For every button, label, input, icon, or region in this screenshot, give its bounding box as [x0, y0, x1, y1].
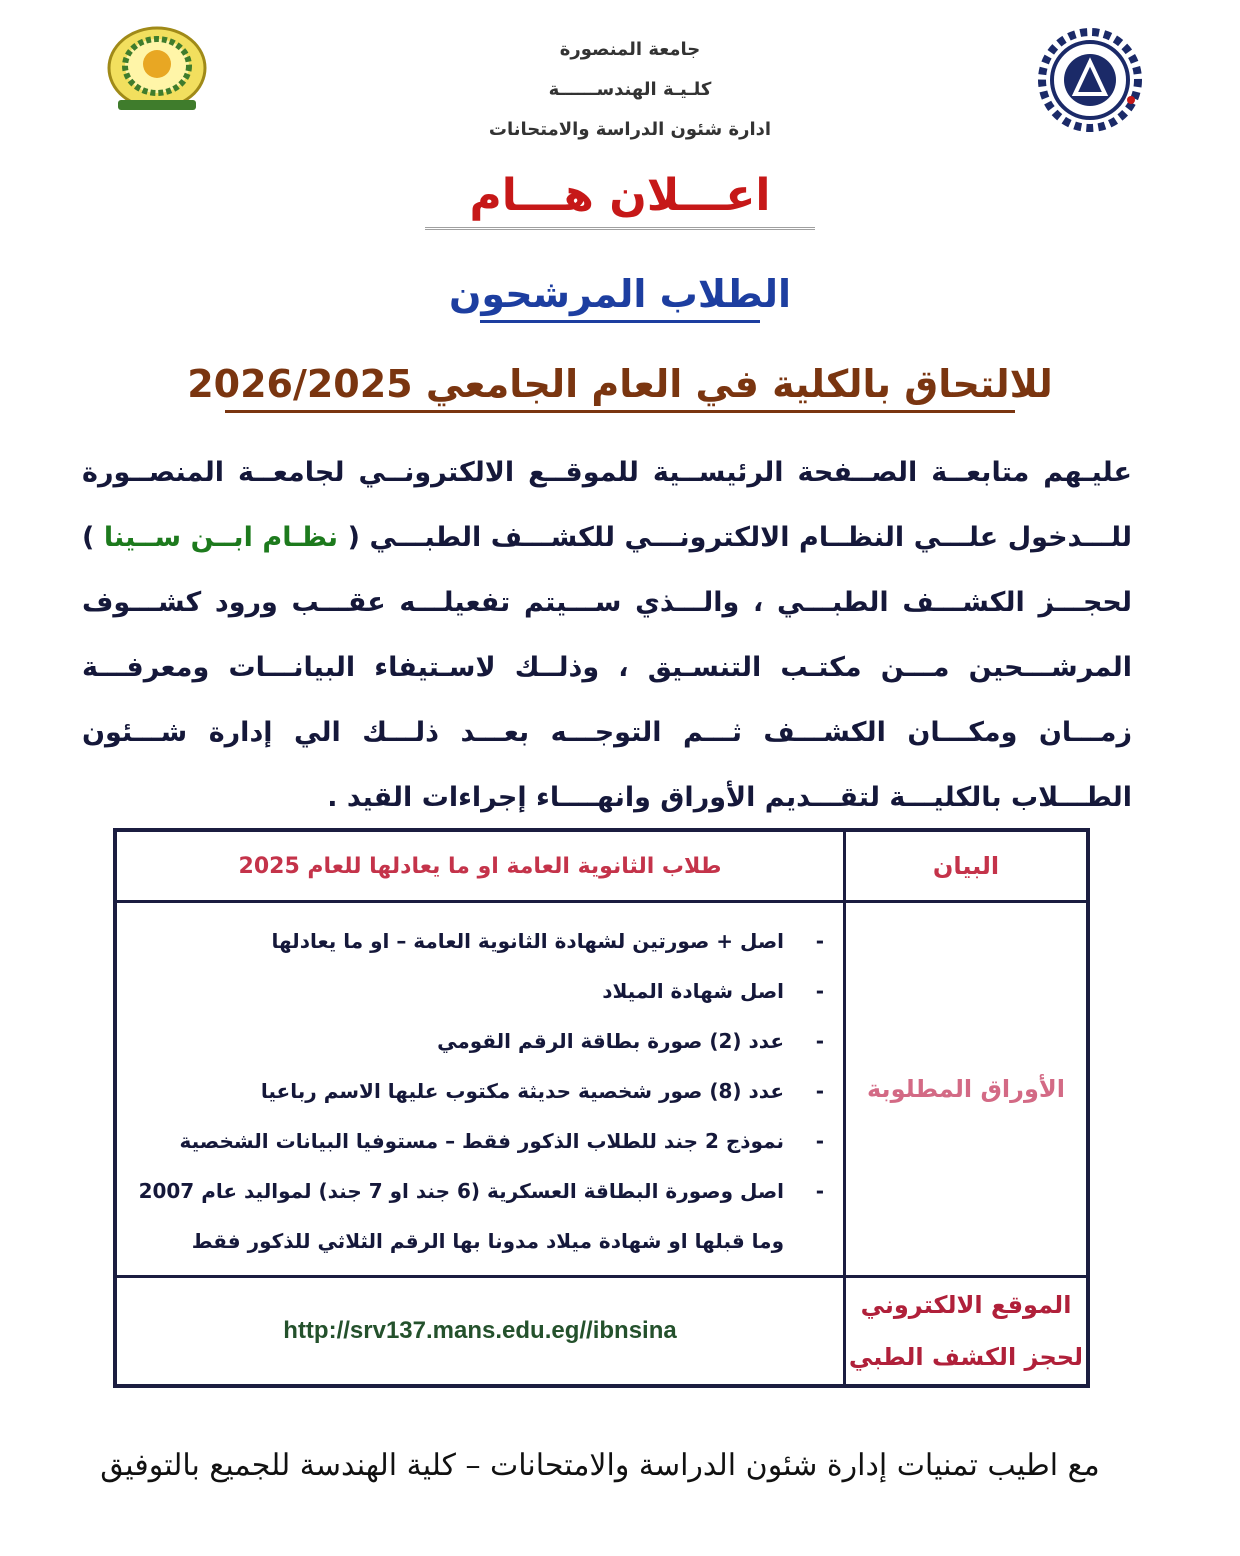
university-logo — [100, 20, 215, 115]
announcement-headline — [150, 362, 1090, 413]
faculty-logo — [1035, 28, 1145, 133]
announcement-headline-text: للالتحاق بالكلية في العام الجامعي 2026/2025 — [187, 362, 1053, 406]
document-item: - اصل وصورة البطاقة العسكرية (6 جند او 7 جند) لمواليد عام 2007 وما قبلها او شهادة ميلاد مدونا بها الرقم الثلاثي للذكور فقط — [138, 1166, 824, 1266]
document-item: - اصل شهادة الميلاد — [138, 966, 824, 1016]
system-name: نظـام ابــن ســينا — [103, 522, 338, 553]
table-header-row — [115, 830, 1088, 902]
requirements-table — [113, 828, 1090, 1388]
title-underline — [425, 227, 815, 230]
documents-cell — [115, 902, 845, 1277]
institution-header — [440, 30, 820, 150]
instructions-part2: ) لحجـــز الكشـــف الطبـــي ، والـــذي ســـيتم تفعيلـــه عقـــب ورود كشـــوف المرشـــحين مـــن مكتـب التنسـيق ، وذلــك لاسـتيفاء البيانـــات ومعرفـــة زمـــان ومكـــان الكشـــف ثـــم التوجـــه بعـــد ذلـــك الي إدارة شـــئون الطـــلاب بالكليـــة لتقـــديم الأوراق وانهــــاء إجراءات القيد . — [82, 522, 1132, 813]
booking-url-link[interactable]: http://srv137.mans.edu.eg//ibnsina — [115, 1277, 845, 1387]
closing-footer: مع اطيب تمنيات إدارة شئون الدراسة والامتحانات – كلية الهندسة للجميع بالتوفيق — [100, 1448, 1100, 1483]
university-name: جامعة المنصورة — [559, 39, 701, 60]
announcement-title — [380, 170, 860, 230]
document-item: - اصل + صورتين لشهادة الثانوية العامة – او ما يعادلها — [138, 916, 824, 966]
documents-label: الأوراق المطلوبة — [845, 902, 1089, 1277]
subtitle-underline — [480, 320, 760, 323]
announcement-title-text: اعـــلان هـــام — [469, 170, 771, 221]
department-name: ادارة شئون الدراسة والامتحانات — [488, 119, 772, 140]
document-item: - عدد (8) صور شخصية حديثة مكتوب عليها الاسم رباعيا — [138, 1066, 824, 1116]
instructions-paragraph — [82, 440, 1132, 830]
announcement-subtitle — [430, 272, 810, 323]
instructions-part1: عليـهم متابعــة الصــفحة الرئيســية للموقــع الالكترونــي لجامعــة المنصــورة للـــدخول علـــي النظــام الالكترونـــي للكشـــف الطبـــي ( — [82, 457, 1132, 553]
table-header-value: طلاب الثانوية العامة او ما يعادلها للعام 2025 — [115, 830, 845, 902]
document-item: - عدد (2) صورة بطاقة الرقم القومي — [138, 1016, 824, 1066]
faculty-name: كلـيـة الهندســــــة — [548, 79, 712, 100]
website-label — [845, 1277, 1089, 1387]
headline-underline — [225, 410, 1015, 413]
announcement-subtitle-text: الطلاب المرشحون — [449, 272, 791, 316]
website-label-line2: لحجز الكشف الطبي — [848, 1343, 1084, 1371]
table-header-label: البيان — [845, 830, 1089, 902]
documents-list — [118, 904, 842, 1274]
documents-row — [115, 902, 1088, 1277]
website-row — [115, 1277, 1088, 1387]
document-item: - نموذج 2 جند للطلاب الذكور فقط – مستوفيا البيانات الشخصية — [138, 1116, 824, 1166]
website-label-line1: الموقع الالكتروني — [860, 1291, 1072, 1319]
